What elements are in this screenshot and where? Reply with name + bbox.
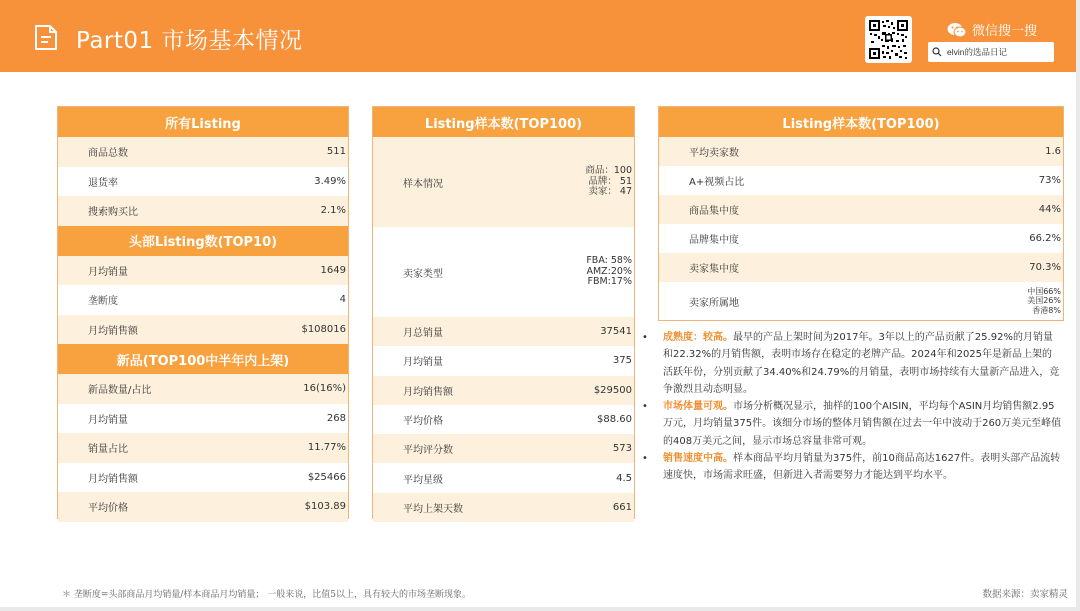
row-value: 573 bbox=[612, 443, 632, 455]
row-value: 1649 bbox=[320, 264, 346, 276]
row-value: 44% bbox=[1038, 204, 1061, 215]
data-source: 数据来源：卖家精灵 bbox=[982, 589, 1068, 600]
seller-type-line: FBA: 58% bbox=[586, 254, 632, 266]
table-row bbox=[373, 405, 634, 434]
bullet-highlight: 市场体量可观。 bbox=[663, 401, 733, 413]
row-value: 661 bbox=[612, 501, 632, 513]
row-value: 73% bbox=[1038, 175, 1061, 186]
table-row bbox=[58, 374, 348, 404]
table-row bbox=[659, 166, 1063, 195]
row-value: 11.77% bbox=[307, 442, 346, 454]
row-label: 卖家所属地 bbox=[689, 297, 739, 309]
row-label: 商品总数 bbox=[88, 148, 128, 160]
row-value: $108016 bbox=[301, 323, 346, 335]
sample-line: 卖家： 47 bbox=[588, 186, 632, 198]
seller-location-breakdown bbox=[1027, 287, 1061, 316]
row-label: 平均上架天数 bbox=[403, 503, 463, 515]
bullet-text: 最早的产品上架时间为2017年。3年以上的产品贡献了25.92%的月销量和22.32%的月销售额，表明市场存在稳定的老牌产品。2024年和2025年是新品上架的活跃年份，分别贡献了34.40%和24.79%的月销量，表明市场持续有大量新产品进入，竞争激烈且动态明显。 bbox=[663, 332, 1060, 395]
card-heading: Listing样本数(TOP100) bbox=[659, 107, 1063, 137]
row-label: 垄断度 bbox=[88, 296, 118, 308]
card-heading: 头部Listing数(TOP10) bbox=[58, 226, 348, 256]
row-label: 新品数量/占比 bbox=[88, 385, 152, 397]
document-icon bbox=[33, 24, 59, 51]
row-label: 样本情况 bbox=[403, 178, 443, 190]
row-value: 4 bbox=[339, 294, 346, 306]
row-value: $88.60 bbox=[597, 414, 632, 426]
location-line: 中国66% bbox=[1027, 286, 1061, 296]
row-label: A+视频占比 bbox=[689, 177, 745, 188]
table-row bbox=[58, 196, 348, 226]
bullet-item bbox=[642, 398, 1062, 450]
location-line: 香港8% bbox=[1032, 305, 1061, 315]
page-edge bbox=[1076, 0, 1080, 611]
row-label: 销量占比 bbox=[88, 444, 128, 456]
table-row bbox=[659, 137, 1063, 166]
table-row bbox=[659, 224, 1063, 253]
row-value: 511 bbox=[326, 146, 346, 158]
all-listing-card bbox=[57, 106, 349, 519]
wechat-label-text: 微信搜一搜 bbox=[972, 24, 1038, 39]
row-label: 月均销售额 bbox=[403, 386, 453, 398]
row-label: 品牌集中度 bbox=[689, 235, 739, 246]
table-row bbox=[58, 256, 348, 286]
table-row bbox=[373, 227, 634, 317]
footnote: ＊ 垄断度=头部商品月均销量/样本商品月均销量； 一般来说，比值5以上，具有较大的市场垄断现象。 bbox=[62, 590, 472, 600]
bullet-highlight: 成熟度：较高。 bbox=[663, 332, 733, 343]
row-label: 月均销量 bbox=[88, 266, 128, 278]
table-row bbox=[58, 463, 348, 493]
bullet-text: 市场分析概况显示，抽样的100个AISIN，平均每个ASIN月均销售额2.95万元，月均销量375件。该细分市场的整体月销售额在过去一年中波动于260万美元至峰值的408万美元之间，显示市场总容量非常可观。 bbox=[663, 401, 1062, 447]
listing-sample-card bbox=[372, 106, 635, 519]
row-value: 16(16%) bbox=[303, 383, 346, 395]
wechat-search-label bbox=[947, 20, 1037, 39]
bullet-item bbox=[642, 329, 1062, 398]
card-heading: Listing样本数(TOP100) bbox=[373, 107, 634, 137]
header-bar bbox=[0, 0, 1080, 72]
row-value: 70.3% bbox=[1029, 262, 1061, 273]
card-heading: 所有Listing bbox=[58, 107, 348, 137]
table-row bbox=[659, 195, 1063, 224]
row-value: 2.1% bbox=[320, 205, 346, 217]
bullet-item bbox=[642, 450, 1062, 485]
page-edge bbox=[0, 607, 1080, 611]
row-value: 4.5 bbox=[616, 472, 632, 484]
search-input[interactable] bbox=[928, 42, 1054, 62]
page-title: Part01 市场基本情况 bbox=[76, 28, 303, 54]
search-value: elvin的选品日记 bbox=[947, 47, 1007, 57]
row-value: $25466 bbox=[307, 471, 346, 483]
seller-type-line: AMZ:20% bbox=[586, 265, 632, 277]
row-label: 平均评分数 bbox=[403, 445, 453, 457]
row-value: $29500 bbox=[593, 384, 632, 396]
row-label: 搜索购买比 bbox=[88, 207, 138, 219]
card-heading: 新品(TOP100中半年内上架) bbox=[58, 344, 348, 374]
row-label: 退货率 bbox=[88, 177, 118, 189]
table-row bbox=[58, 137, 348, 167]
row-value: 66.2% bbox=[1029, 233, 1061, 244]
table-row bbox=[373, 376, 634, 405]
seller-type-breakdown bbox=[586, 256, 632, 289]
seller-type-line: FBM:17% bbox=[587, 276, 632, 288]
sample-breakdown bbox=[585, 166, 632, 199]
row-value: $103.89 bbox=[304, 501, 346, 513]
row-value: 268 bbox=[326, 412, 346, 424]
table-row bbox=[58, 315, 348, 345]
row-label: 平均星级 bbox=[403, 474, 443, 486]
row-label: 月总销量 bbox=[403, 328, 443, 340]
row-label: 月均销售额 bbox=[88, 473, 138, 485]
analysis-bullets bbox=[642, 329, 1062, 485]
table-row bbox=[58, 492, 348, 522]
search-icon bbox=[932, 47, 942, 57]
row-label: 平均价格 bbox=[403, 416, 443, 428]
sample-line: 商品：100 bbox=[585, 164, 632, 176]
table-row bbox=[58, 433, 348, 463]
wechat-icon bbox=[947, 22, 967, 38]
row-label: 月均销售额 bbox=[88, 325, 138, 337]
row-value: 1.6 bbox=[1045, 146, 1061, 157]
bullet-highlight: 销售速度中高。 bbox=[663, 453, 733, 465]
row-label: 月均销量 bbox=[403, 357, 443, 369]
table-row bbox=[659, 253, 1063, 282]
row-label: 卖家集中度 bbox=[689, 264, 739, 275]
listing-sample-card-2 bbox=[658, 106, 1064, 321]
row-value: 3.49% bbox=[314, 175, 346, 187]
table-row bbox=[659, 282, 1063, 320]
table-row bbox=[373, 346, 634, 375]
table-row bbox=[373, 463, 634, 492]
row-value: 375 bbox=[612, 355, 632, 367]
bullet-text: 样本商品平均月销量为375件，前10商品高达1627件。表明头部产品流转速度快，市场需求旺盛，但新进入者需要努力才能达到平均水平。 bbox=[663, 453, 1061, 482]
table-row bbox=[58, 285, 348, 315]
row-label: 商品集中度 bbox=[689, 206, 739, 217]
row-label: 月均销量 bbox=[88, 414, 128, 426]
row-label: 卖家类型 bbox=[403, 268, 443, 280]
table-row bbox=[373, 137, 634, 227]
row-label: 平均卖家数 bbox=[689, 148, 739, 159]
row-label: 平均价格 bbox=[88, 503, 128, 515]
table-row bbox=[58, 167, 348, 197]
table-row bbox=[373, 434, 634, 463]
qr-code bbox=[865, 16, 912, 63]
table-row bbox=[58, 404, 348, 434]
table-row bbox=[373, 493, 634, 522]
table-row bbox=[373, 317, 634, 346]
sample-line: 品牌： 51 bbox=[588, 175, 632, 187]
location-line: 美国26% bbox=[1027, 296, 1061, 306]
row-value: 37541 bbox=[600, 326, 632, 338]
